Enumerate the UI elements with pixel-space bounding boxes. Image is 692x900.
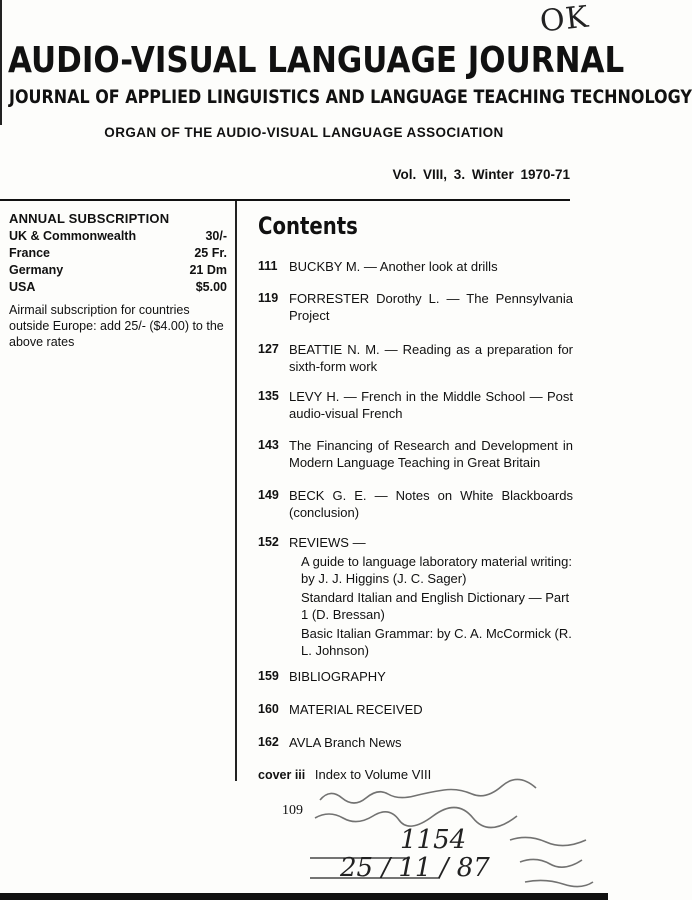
entry-text: BIBLIOGRAPHY (289, 669, 386, 684)
journal-title: AUDIO-VISUAL LANGUAGE JOURNAL (8, 40, 625, 81)
entry-page: cover iii (258, 768, 306, 782)
handwritten-ok-mark: OK (538, 0, 591, 40)
entry-text: BECK G. E. — Notes on White Blackboards (conclusion) (289, 488, 573, 520)
library-stamp (300, 770, 600, 900)
rate-price: 30/- (205, 229, 227, 243)
page-number: 109 (282, 803, 303, 818)
entry-page: 162 (258, 735, 279, 749)
contents-entry-reviews (258, 534, 573, 659)
contents-entry (258, 290, 573, 324)
rate-region: France (9, 246, 50, 260)
rate-region: Germany (9, 263, 64, 277)
entry-page: 135 (258, 389, 279, 403)
bottom-scan-edge (0, 893, 608, 900)
rate-region: USA (9, 280, 36, 294)
entry-page: 143 (258, 438, 279, 452)
left-margin-line (0, 0, 2, 125)
entry-text: BEATTIE N. M. — Reading as a preparation for sixth-form work (289, 342, 573, 374)
entry-text: AVLA Branch News (289, 735, 402, 750)
rate-row (9, 262, 227, 279)
airmail-note: Airmail subscription for countries outside Europe: add 25/- ($4.00) to the above rates (9, 303, 224, 349)
rate-row (9, 245, 227, 262)
header-divider (0, 199, 570, 201)
entry-page: 149 (258, 488, 279, 502)
stamp-number: 1154 (400, 825, 467, 855)
rate-region: UK & Commonwealth (9, 229, 137, 243)
entry-page: 160 (258, 702, 279, 716)
journal-subtitle: JOURNAL OF APPLIED LINGUISTICS AND LANGUAGE TEACHING TECHNOLOGY (9, 86, 692, 108)
entry-page: 159 (258, 669, 279, 683)
rate-price: $5.00 (195, 280, 227, 294)
organ-line: ORGAN OF THE AUDIO-VISUAL LANGUAGE ASSOCIATION (104, 125, 504, 140)
contents-entry (258, 668, 573, 685)
entry-text: Index to Volume VIII (314, 767, 432, 782)
review-item: Standard Italian and English Dictionary — Part 1 (D. Bressan) (301, 590, 570, 622)
contents-entry (258, 487, 573, 521)
entry-text: The Financing of Research and Development in Modern Language Teaching in Great Britain (289, 438, 573, 470)
entry-text: FORRESTER Dorothy L. — The Pennsylvania Project (289, 291, 573, 323)
contents-entry (258, 701, 573, 718)
column-divider (235, 201, 237, 781)
rate-price: 25 Fr. (194, 246, 227, 260)
contents-entry (258, 734, 573, 751)
rate-price: 21 Dm (189, 263, 227, 277)
entry-text: REVIEWS — (289, 535, 366, 550)
entry-text: LEVY H. — French in the Middle School — Post audio-visual French (289, 389, 573, 421)
contents-entry (258, 388, 573, 422)
stamp-date: 25 / 11 / 87 (340, 853, 490, 883)
contents-entry (258, 341, 573, 375)
contents-entry (258, 437, 573, 471)
review-item: A guide to language laboratory material writing: by J. J. Higgins (J. C. Sager) (301, 554, 572, 586)
entry-text: BUCKBY M. — Another look at drills (289, 259, 498, 274)
entry-page: 111 (258, 259, 278, 273)
entry-page: 119 (258, 291, 279, 305)
rate-row (9, 228, 227, 245)
entry-page: 127 (258, 342, 279, 356)
subscription-panel (9, 211, 227, 350)
entry-text: MATERIAL RECEIVED (289, 702, 423, 717)
contents-entry (258, 258, 573, 275)
review-item: Basic Italian Grammar: by C. A. McCormick (R. L. Johnson) (301, 626, 572, 658)
contents-heading: Contents (258, 212, 358, 240)
subscription-heading: ANNUAL SUBSCRIPTION (9, 211, 170, 226)
entry-page: 152 (258, 535, 279, 549)
volume-line: Vol. VIII, 3. Winter 1970-71 (392, 167, 570, 182)
rate-row (9, 279, 227, 296)
